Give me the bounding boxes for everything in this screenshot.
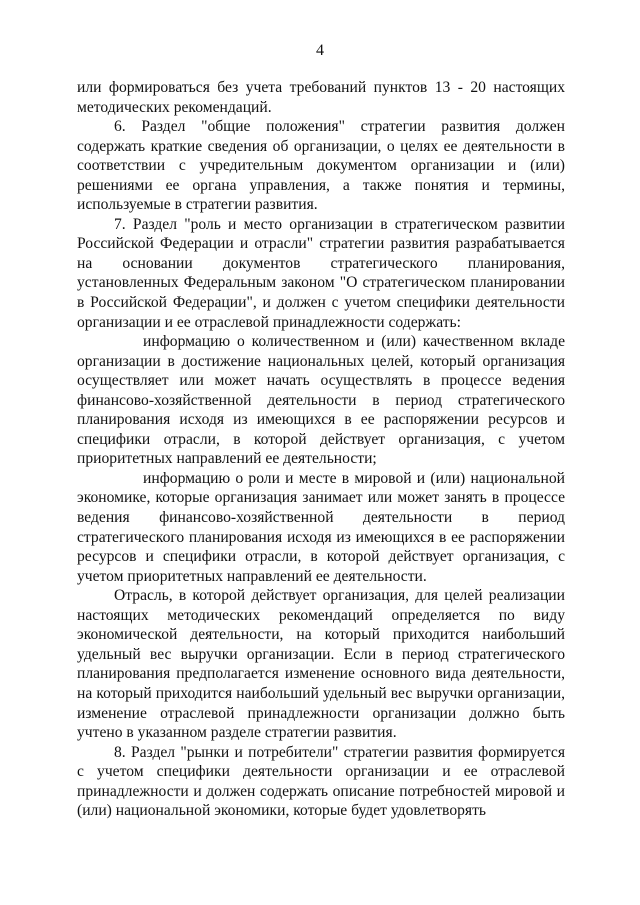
- paragraph-item-8: 8. Раздел "рынки и потребители" стратегии развития формируется с учетом специфики деятельности организации и ее отраслевой принадлежности и должен содержать описание потребностей мировой и (или) национальной экономики, которые будет удовлетворять: [77, 743, 565, 820]
- paragraph-national-goals-info: информацию о количественном и (или) качественном вкладе организации в достижение национальных целей, который организация осуществляет или может начать осуществлять в процессе ведения финансово-хозяйственной деятельности в период стратегического планирования исходя из имеющихся в ее распоряжении ресурсов и специфики отрасли, в которой действует организация, с учетом приоритетных направлений ее деятельности;: [77, 333, 565, 468]
- document-body: [77, 78, 565, 821]
- paragraph-item-7: 7. Раздел "роль и место организации в стратегическом развитии Российской Федерации и отрасли" стратегии развития разрабатывается на основании документов стратегического планирования, установленных Федеральным законом "О стратегическом планировании в Российской Федерации", и должен с учетом специфики деятельности организации и ее отраслевой принадлежности содержать:: [77, 215, 565, 331]
- paragraph-industry-definition: Отрасль, в которой действует организация, для целей реализации настоящих методических рекомендаций определяется по виду экономической деятельности, на который приходится наибольший удельный вес выручки организации. Если в период стратегического планирования предполагается изменение основного вида деятельности, на который приходится наибольший удельный вес выручки организации, изменение отраслевой принадлежности организации должно быть учтено в указанном разделе стратегии развития.: [77, 587, 565, 742]
- paragraph-economy-role-info: информацию о роли и месте в мировой и (или) национальной экономике, которые организация занимает или может занять в процессе ведения финансово-хозяйственной деятельности в период стратегического планирования исходя из имеющихся в ее распоряжении ресурсов и специфики отрасли, в которой действует организация, с учетом приоритетных направлений ее деятельности.: [77, 469, 565, 585]
- paragraph-continuation: или формироваться без учета требований пунктов 13 - 20 настоящих методических рекомендаций.: [77, 79, 565, 116]
- page-number: 4: [316, 42, 324, 59]
- paragraph-item-6: 6. Раздел "общие положения" стратегии развития должен содержать краткие сведения об организации, о целях ее деятельности в соответствии с учредительным документом организации и (или) решениями ее органа управления, а также понятия и термины, используемые в стратегии развития.: [77, 118, 565, 214]
